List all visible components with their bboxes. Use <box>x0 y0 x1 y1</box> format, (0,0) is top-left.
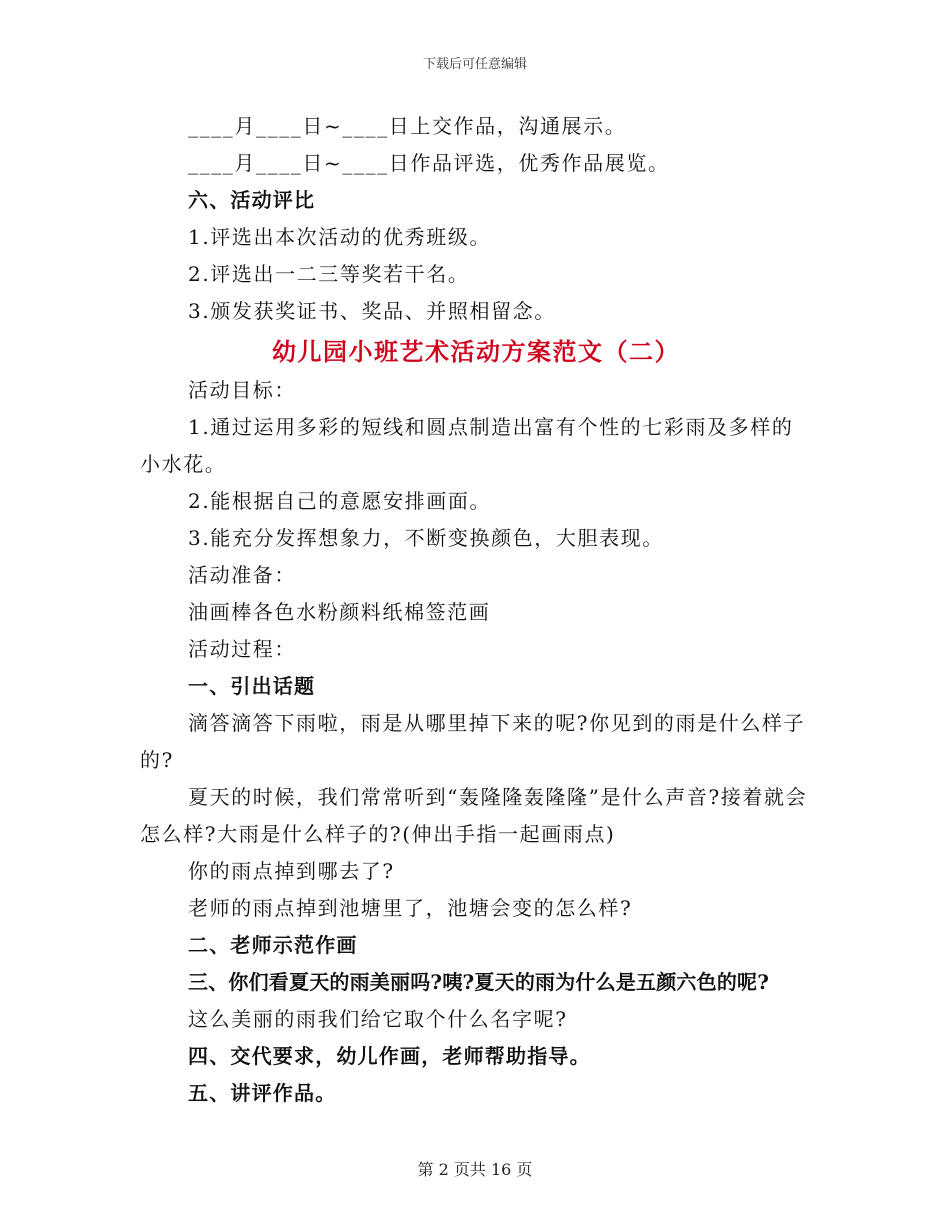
process-heading: 活动过程： <box>188 637 296 661</box>
step-1-heading: 一、引出话题 <box>188 674 316 698</box>
page-footer: 第 2 页共 16 页 <box>417 1160 533 1179</box>
goals-item-1: 1.通过运用多彩的短线和圆点制造出富有个性的七彩雨及多样的小水花。 <box>140 415 794 476</box>
goals-item-2: 2.能根据自己的意愿安排画面。 <box>188 489 492 513</box>
step-5-heading: 五、讲评作品。 <box>188 1081 337 1105</box>
preparation-text: 油画棒各色水粉颜料纸棉签范画 <box>188 600 491 624</box>
process-paragraph-1: 滴答滴答下雨啦，雨是从哪里掉下来的呢?你见到的雨是什么样子的? <box>140 711 806 772</box>
section-6-item-1: 1.评选出本次活动的优秀班级。 <box>188 225 492 249</box>
section-6-heading: 六、活动评比 <box>188 188 316 212</box>
goals-heading: 活动目标： <box>188 378 296 402</box>
preparation-heading: 活动准备： <box>188 563 296 587</box>
step-3-heading: 三、你们看夏天的雨美丽吗?咦?夏天的雨为什么是五颜六色的呢? <box>188 970 770 994</box>
page-header: 下载后可任意编辑 <box>422 57 527 72</box>
document-body <box>140 108 812 1112</box>
section-6-item-3: 3.颁发获奖证书、奖品、并照相留念。 <box>188 299 556 323</box>
step-2-heading: 二、老师示范作画 <box>188 933 358 957</box>
goals-item-3: 3.能充分发挥想象力，不断变换颜色，大胆表现。 <box>188 526 664 550</box>
process-paragraph-5: 这么美丽的雨我们给它取个什么名字呢? <box>188 1007 568 1031</box>
schedule-line-1: ____月____日~____日上交作品，沟通展示。 <box>188 114 627 138</box>
process-paragraph-4: 老师的雨点掉到池塘里了，池塘会变的怎么样? <box>188 896 633 920</box>
section-6-item-2: 2.评选出一二三等奖若干名。 <box>188 262 470 286</box>
step-4-heading: 四、交代要求，幼儿作画，老师帮助指导。 <box>188 1044 591 1068</box>
document-title: 幼儿园小班艺术活动方案范文（二） <box>272 337 680 366</box>
process-paragraph-2: 夏天的时候，我们常常听到“轰隆隆轰隆隆”是什么声音?接着就会怎么样?大雨是什么样子的?(伸出手指一起画雨点) <box>140 785 808 846</box>
process-paragraph-3: 你的雨点掉到哪去了? <box>188 859 395 883</box>
schedule-line-2: ____月____日~____日作品评选，优秀作品展览。 <box>188 151 670 175</box>
